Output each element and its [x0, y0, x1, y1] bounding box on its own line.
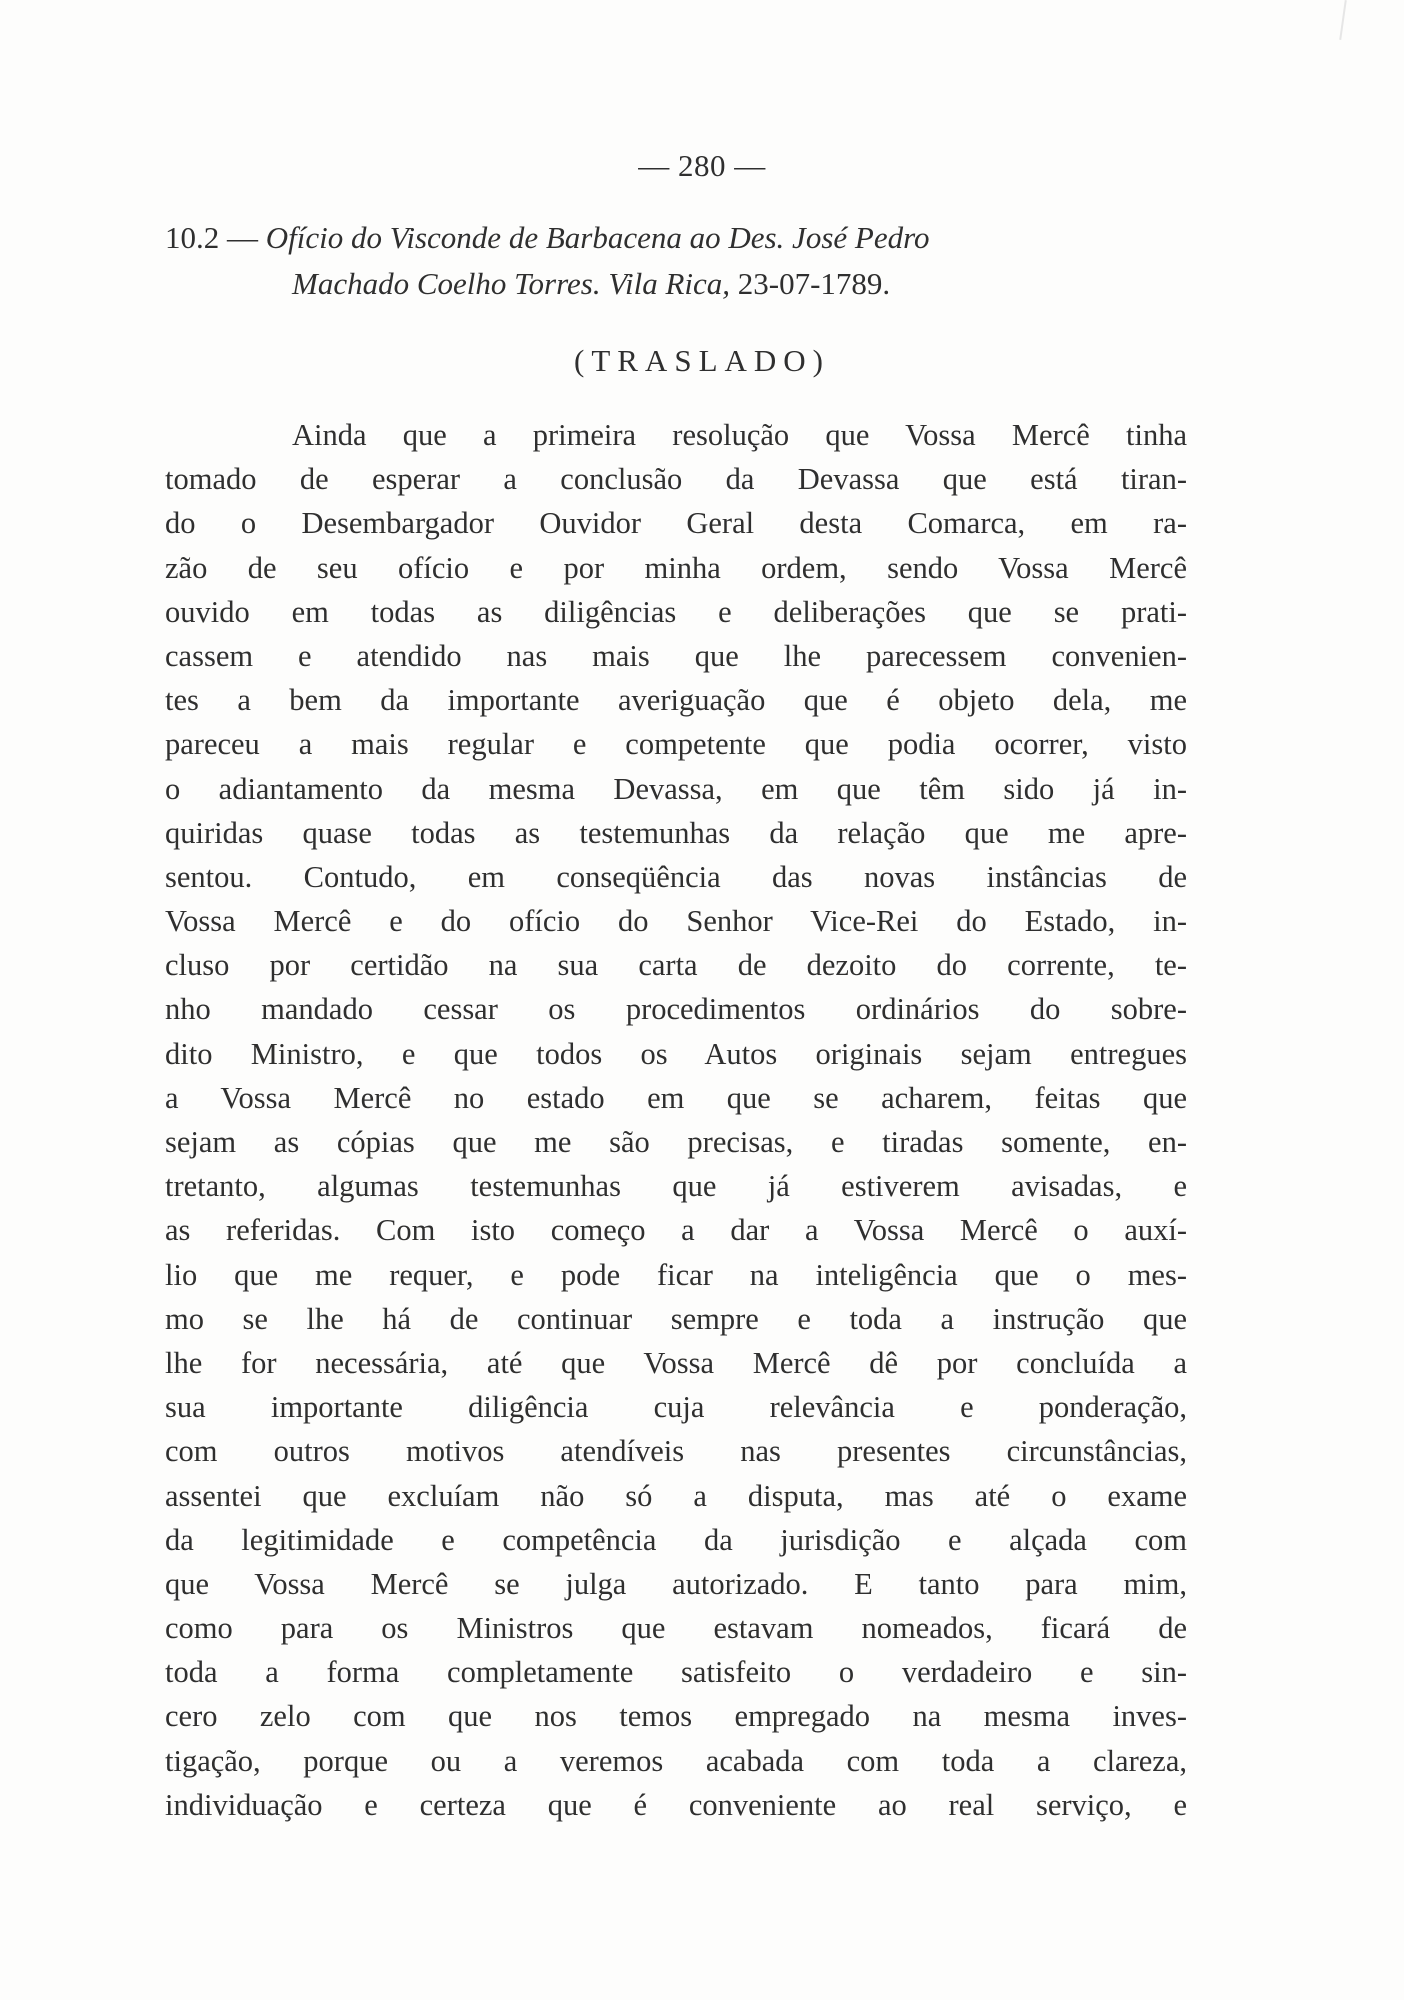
body-line: sejam as cópias que me são precisas, e tiradas somente, en-: [165, 1125, 1187, 1159]
body-line: ouvido em todas as diligências e deliberações que se prati-: [165, 594, 1187, 629]
page-edge-mark: [1339, 0, 1347, 40]
body-line: com outros motivos atendíveis nas presentes circunstâncias,: [165, 1434, 1187, 1469]
body-line: do o Desembargador Ouvidor Geral desta Comarca, em ra-: [165, 506, 1187, 541]
body-paragraph: [165, 413, 1187, 1827]
body-line: tretanto, algumas testemunhas que já estiverem avisadas, e: [165, 1169, 1187, 1204]
body-line: a Vossa Mercê no estado em que se acharem, feitas que: [165, 1080, 1187, 1115]
subheading-traslado: (TRASLADO): [574, 343, 830, 378]
body-line: Ainda que a primeira resolução que Vossa Mercê tinha: [292, 418, 1187, 452]
body-line: zão de seu ofício e por minha ordem, sendo Vossa Mercê: [165, 550, 1187, 585]
body-line: tomado de esperar a conclusão da Devassa que está tiran-: [165, 462, 1187, 497]
body-line: lio que me requer, e pode ficar na inteligência que o mes-: [165, 1257, 1187, 1292]
page-number: — 280 —: [638, 148, 766, 183]
body-line: sentou. Contudo, em conseqüência das novas instâncias de: [165, 859, 1187, 894]
heading-number: 10.2: [165, 220, 220, 255]
body-line: da legitimidade e competência da jurisdição e alçada com: [165, 1522, 1187, 1557]
body-line: Vossa Mercê e do ofício do Senhor Vice-Rei do Estado, in-: [165, 904, 1187, 939]
body-line: pareceu a mais regular e competente que podia ocorrer, visto: [165, 727, 1187, 762]
body-line: cassem e atendido nas mais que lhe parecessem convenien-: [165, 638, 1187, 673]
document-heading: [165, 215, 1195, 307]
body-line: lhe for necessária, até que Vossa Mercê dê por concluída a: [165, 1345, 1187, 1380]
body-line: que Vossa Mercê se julga autorizado. E tanto para mim,: [165, 1566, 1187, 1601]
body-line: as referidas. Com isto começo a dar a Vossa Mercê o auxí-: [165, 1213, 1187, 1248]
heading-title-part-2: Machado Coelho Torres. Vila Rica,: [292, 266, 738, 301]
body-line: quiridas quase todas as testemunhas da relação que me apre-: [165, 815, 1187, 850]
body-line: cluso por certidão na sua carta de dezoito do corrente, te-: [165, 948, 1187, 983]
heading-title-part-1: Ofício do Visconde de Barbacena ao Des. José Pedro: [265, 220, 930, 255]
body-line: assentei que excluíam não só a disputa, mas até o exame: [165, 1478, 1187, 1513]
heading-dash: —: [219, 220, 266, 255]
body-line: o adiantamento da mesma Devassa, em que têm sido já in-: [165, 771, 1187, 806]
body-line: tes a bem da importante averiguação que é objeto dela, me: [165, 683, 1187, 718]
heading-date: 23-07-1789: [737, 266, 883, 301]
body-line: mo se lhe há de continuar sempre e toda a instrução que: [165, 1301, 1187, 1336]
heading-line-2: [165, 261, 1195, 307]
body-line: individuação e certeza que é conveniente ao real serviço, e: [165, 1787, 1187, 1822]
heading-line-1: [165, 215, 1195, 261]
body-line: tigação, porque ou a veremos acabada com toda a clareza,: [165, 1743, 1187, 1778]
body-line: como para os Ministros que estavam nomeados, ficará de: [165, 1611, 1187, 1646]
body-line: toda a forma completamente satisfeito o verdadeiro e sin-: [165, 1655, 1187, 1690]
heading-date-end: .: [882, 266, 891, 301]
body-line: dito Ministro, e que todos os Autos originais sejam entregues: [165, 1036, 1187, 1071]
body-line: cero zelo com que nos temos empregado na mesma inves-: [165, 1699, 1187, 1734]
body-line: nho mandado cessar os procedimentos ordinários do sobre-: [165, 992, 1187, 1027]
body-line: sua importante diligência cuja relevância e ponderação,: [165, 1390, 1187, 1425]
